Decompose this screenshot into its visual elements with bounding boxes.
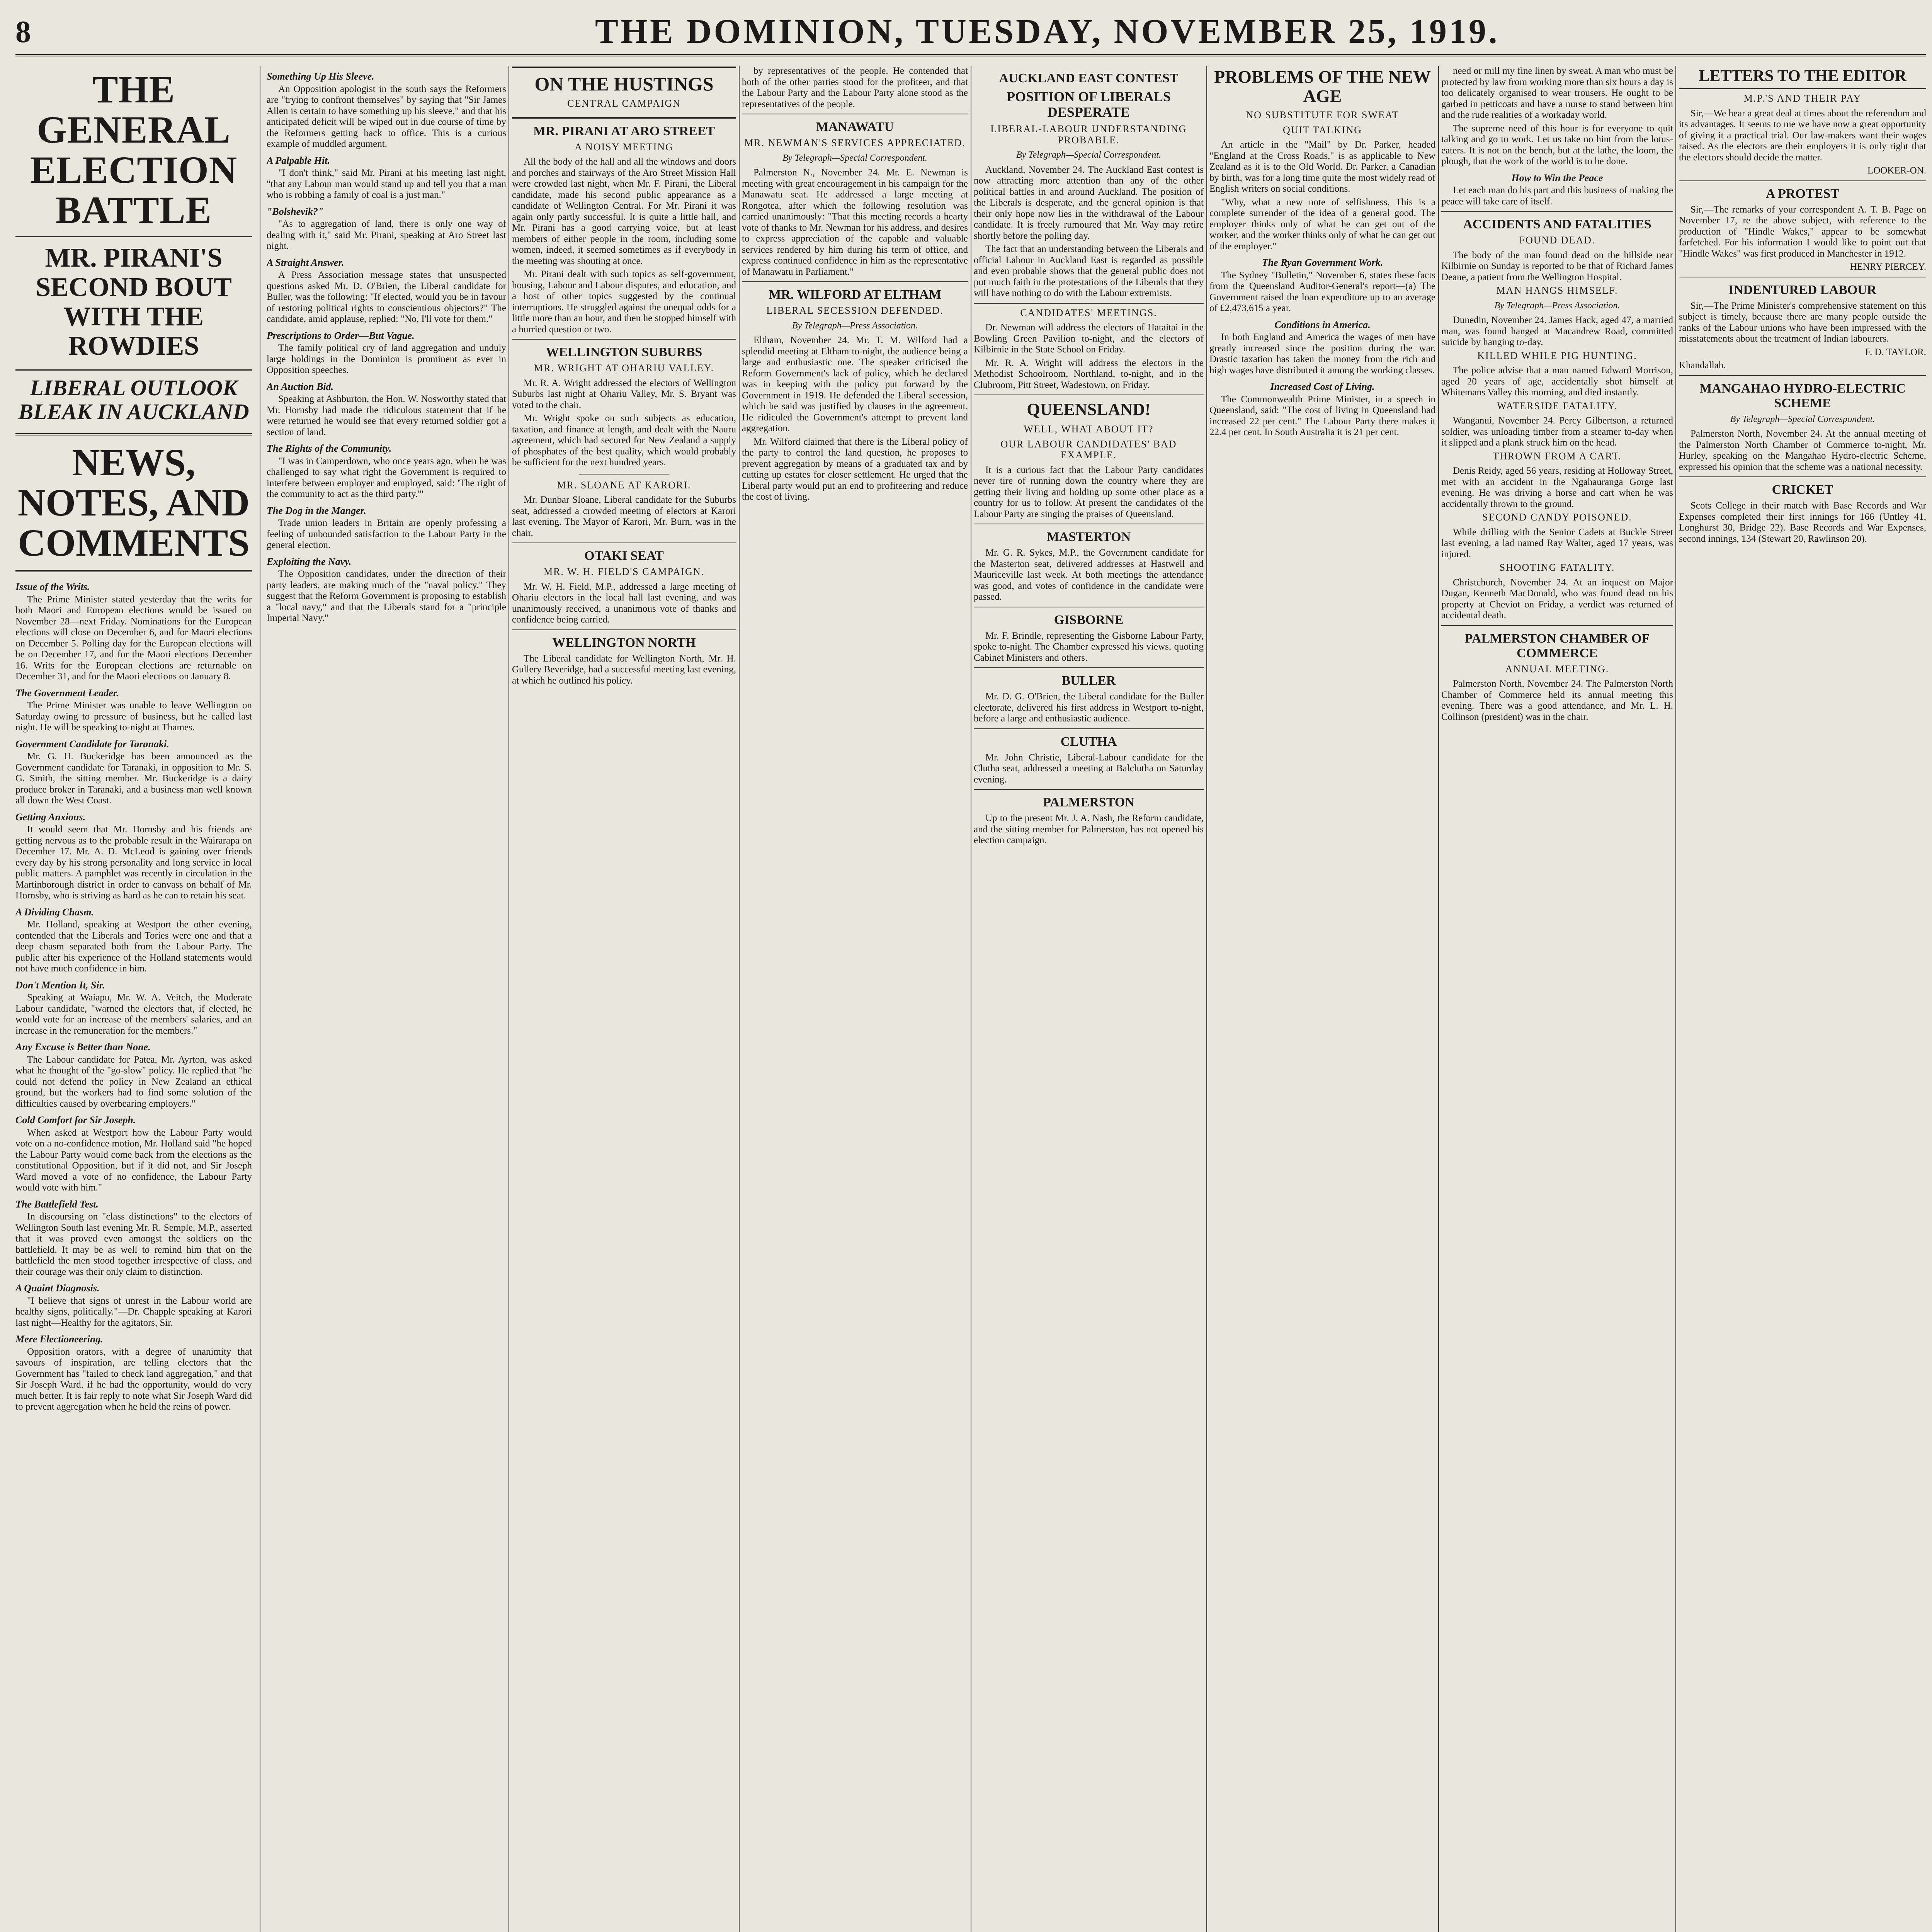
item-heading: The Dog in the Manger. <box>267 505 366 516</box>
article-headline: WELLINGTON SUBURBS <box>546 345 702 359</box>
article-headline: INDENTURED LABOUR <box>1728 282 1877 297</box>
article-subheadline: CANDIDATES' MEETINGS. <box>1020 307 1157 318</box>
paragraph: Palmerston North, November 24. The Palmerston North Chamber of Commerce held its annual meeting this evening. There was a good attendance, and Mr. L. H. Collinson (president) was in the chair. <box>1441 679 1673 722</box>
paragraph: Mr. W. H. Field, M.P., addressed a large meeting of Ohariu electors in the local hall last evening, and was unanimously received, a unanimous vote of thanks and confidence being carried. <box>512 581 736 625</box>
article-subheadline: QUIT TALKING <box>1282 124 1362 136</box>
item-text: In discoursing on "class distinctions" to the electors of Wellington South last evening Mr. R. Semple, M.P., asserted that it was proved even amongst the soldiers on the battlefield. It may be as well to remind him that on the battlefield the men stood together irrespective of class, and their courage was their only claim to distinction. <box>15 1211 252 1277</box>
item-heading: Any Excuse is Better than None. <box>15 1041 151 1053</box>
news-items <box>15 582 252 1413</box>
paragraph: The fact that an understanding between the Liberals and official Labour in Auckland East is regarded as possible and even probable shows that the general public does not put much faith in the protestations of the Liberals that they will have nothing to do with the Labour extremists. <box>974 244 1204 298</box>
paragraph: All the body of the hall and all the windows and doors and porches and stairways of the Aro Street Mission Hall were crowded last night, when Mr. F. Pirani, the Liberal candidate, made his second public appearance as a candidate of Wellington Central. For Mr. Pirani it was again only partly successful. It is quite a little hall, and Mr. Pirani has a good carrying voice, but at least members of either people in the room, including some women, indeed, it seemed sometimes as if everybody in the meeting was shouting at once. <box>512 156 736 266</box>
paragraph: Scots College in their match with Base Records and War Expenses completed their first innings for 166 (Untley 41, Longhurst 30, Bridge 22). Base Records and War Expenses, second innings, 134 (Stewart 20, Rawlinson 20). <box>1679 500 1926 544</box>
paragraph: Mr. Dunbar Sloane, Liberal candidate for the Suburbs seat, addressed a crowded meeting of electors at Karori last evening. The Mayor of Karori, Mr. Burn, was in the chair. <box>512 495 736 538</box>
article-subheadline: SHOOTING FATALITY. <box>1499 562 1615 573</box>
article-subheadline: MAN HANGS HIMSELF. <box>1496 285 1618 296</box>
item-heading: Prescriptions to Order—But Vague. <box>267 330 415 341</box>
article-subheadline: LIBERAL SECESSION DEFENDED. <box>766 305 944 316</box>
letter-signature: LOOKER-ON. <box>1867 165 1926 176</box>
news-items <box>267 71 506 624</box>
article-subheadline: NO SUBSTITUTE FOR SWEAT <box>1246 109 1399 121</box>
paragraph: An article in the "Mail" by Dr. Parker, headed "England at the Cross Roads," is as applicable to New Zealand as it is to the Old World. Dr. Parker, a Canadian by birth, was for a long time quite the most widely read of English writers on social conditions. <box>1209 139 1435 194</box>
divider <box>974 303 1204 304</box>
column-3 <box>512 66 736 1932</box>
subsection-heading: The Ryan Government Work. <box>1262 257 1383 268</box>
item-heading: Issue of the Writs. <box>15 581 90 592</box>
paragraph: Mr. John Christie, Liberal-Labour candidate for the Clutha seat, addressed a meeting at Balclutha on Saturday evening. <box>974 752 1204 785</box>
paragraph: The body of the man found dead on the hillside near Kilbirnie on Sunday is reported to be that of Richard James Deane, a patient from the Wellington Hospital. <box>1441 250 1673 282</box>
item-heading: Cold Comfort for Sir Joseph. <box>15 1114 136 1126</box>
article-headline: MANAWATU <box>816 120 894 134</box>
byline: By Telegraph—Press Association. <box>792 320 918 331</box>
item-text: The Labour candidate for Patea, Mr. Ayrton, was asked what he thought of the "go-slow" policy. He replied that "he could not defend the policy in New Zealand an ethical ground, but the workers had to find some solution of the difficulties caused by overbearing employers." <box>15 1054 252 1109</box>
section-banner <box>512 66 736 119</box>
paragraph: Mr. Wright spoke on such subjects as education, taxation, and finance at length, and dealt with the Nauru agreement, which had secured for New Zealand a supply of phosphates of the best quality, which would probably be sufficient for the next hundred years. <box>512 413 736 468</box>
article-subheadline: WATERSIDE FATALITY. <box>1497 400 1618 412</box>
article-headline: BULLER <box>1061 673 1116 688</box>
paragraph: It is a curious fact that the Labour Party candidates never tire of running down the country where they are getting their living and holding up some other place as a country for us to follow. At present the candidates of the Labour Party are singing the praises of Queensland. <box>974 464 1204 519</box>
column-5 <box>974 66 1204 1932</box>
article-headline: AUCKLAND EAST CONTEST <box>999 71 1179 85</box>
item-text: "As to aggregation of land, there is only one way of dealing with it," said Mr. Pirani, speaking at Aro Street last night. <box>267 219 506 251</box>
paragraph: The supreme need of this hour is for everyone to quit talking and go to work. Let us take no hint from the lotus-eaters. It is not on the bench, but at the lathe, the loom, the plough, that the work of the world is to be done. <box>1441 123 1673 167</box>
divider <box>974 728 1204 729</box>
sub-headline: MR. PIRANI'S SECOND BOUT WITH THE ROWDIES <box>15 236 252 361</box>
paragraph: Mr. F. Brindle, representing the Gisborne Labour Party, spoke to-night. The Chamber expressed his views, quoting Cabinet Ministers and others. <box>974 630 1204 663</box>
article-headline: MR. PIRANI AT ARO STREET <box>533 124 715 138</box>
paragraph: The Commonwealth Prime Minister, in a speech in Queensland, said: "The cost of living in Queensland had increased 22 per cent." The Labour Party there makes it 22.4 per cent. In South Australia it is 21 per cent. <box>1209 394 1435 437</box>
paragraph: The police advise that a man named Edward Morrison, aged 20 years of age, accidentally shot himself at Whitemans Valley this morning, and died instantly. <box>1441 365 1673 398</box>
article-headline: WELLINGTON NORTH <box>552 635 696 650</box>
item-text: Speaking at Waiapu, Mr. W. A. Veitch, the Moderate Labour candidate, "warned the electors that, if elected, he would vote for an increase of the members' salaries, and an increase in the remuneration for the members." <box>15 992 252 1036</box>
paragraph: Let each man do his part and this business of making the peace will take care of itself. <box>1441 185 1673 207</box>
article-headline: ACCIDENTS AND FATALITIES <box>1463 217 1651 231</box>
paragraph: need or mill my fine linen by sweat. A man who must be protected by law from working more than six hours a day is too delicately organised to wear trousers. He ought to be garbed in petticoats and have a nurse to stand between him and the rude realities of a workaday world. <box>1441 66 1673 120</box>
article-subheadline: ANNUAL MEETING. <box>1505 663 1609 675</box>
item-heading: Mere Electioneering. <box>15 1333 103 1345</box>
article-subheadline: MR. NEWMAN'S SERVICES APPRECIATED. <box>744 137 966 148</box>
page-number: 8 <box>15 15 31 49</box>
paragraph: Denis Reidy, aged 56 years, residing at Holloway Street, met with an accident in the Ngahauranga Gorge last evening. He was driving a horse and cart when he was accidentally thrown to the ground. <box>1441 466 1673 509</box>
article-subheadline: WELL, WHAT ABOUT IT? <box>1024 423 1154 435</box>
divider <box>512 339 736 340</box>
article-subheadline: SECOND CANDY POISONED. <box>1482 512 1632 523</box>
divider <box>1679 180 1926 181</box>
letter-signature: HENRY PIERCEY. <box>1850 262 1926 272</box>
item-text: The Prime Minister stated yesterday that the writs for both Maori and European elections would be issued on November 28—next Friday. Nominations for the European elections will close on December 6, and for Maori elections on December 5. Polling day for the European elections will be on December 17, and for the Maori elections December 16. Writs for the European elections are returnable on December 31, and for the Maori elections on January 8. <box>15 594 252 682</box>
paragraph: Eltham, November 24. Mr. T. M. Wilford had a splendid meeting at Eltham to-night, the audience being a large and enthusiastic one. The speaker criticised the Reform Government's lack of policy, which he declared was in keeping with the policy put forward by the Government in 1919. He defended the Liberal secession, which he said was justified by clauses in the agreement. He ridiculed the Government's attempt to prevent land aggregation. <box>742 335 968 434</box>
column-rule <box>739 66 740 1932</box>
column-6 <box>1209 66 1435 1932</box>
letter-text: Sir,—The Prime Minister's comprehensive statement on this subject is timely, because there are many people outside the ranks of the Labour unions who have been impressed with the misstatements about the treatment of Indian labourers. <box>1679 300 1926 344</box>
item-heading: "Bolshevik?" <box>267 206 324 217</box>
article-subheadline: A NOISY MEETING <box>575 141 673 153</box>
item-text: When asked at Westport how the Labour Party would vote on a no-confidence motion, Mr. Holland said "he hoped the Labour Party would come back from the elections as the constitutional Opposition, but if it did not, and Sir Joseph Ward moved a vote of no confidence, the Labour Party would vote with him." <box>15 1127 252 1193</box>
paragraph: Christchurch, November 24. At an inquest on Major Dugan, Kenneth MacDonald, who was found dead on his property at Cheviot on Friday, a verdict was returned of accidental death. <box>1441 577 1673 621</box>
item-heading: A Quaint Diagnosis. <box>15 1282 100 1294</box>
article-subheadline: MR. SLOANE AT KARORI. <box>557 479 691 491</box>
divider <box>1441 625 1673 626</box>
item-heading: Don't Mention It, Sir. <box>15 979 105 991</box>
divider <box>1679 476 1926 477</box>
article-subheadline: KILLED WHILE PIG HUNTING. <box>1477 350 1637 361</box>
subsection-heading: Conditions in America. <box>1274 319 1371 330</box>
column-7 <box>1441 66 1673 1932</box>
section-headline: LETTERS TO THE EDITOR <box>1679 67 1926 89</box>
section-headline: NEWS, NOTES, AND COMMENTS <box>15 433 252 572</box>
article-subheadline: OUR LABOUR CANDIDATES' BAD EXAMPLE. <box>1000 438 1177 461</box>
main-headline: THE GENERAL ELECTION BATTLE <box>30 68 237 231</box>
item-text: "I was in Camperdown, who once years ago, when he was challenged to say what right the Government is required to interfere between employer and employed, said: 'The right of the community to act as the third party.'" <box>267 456 506 499</box>
paragraph: In both England and America the wages of men have greatly increased since the position during the war. Drastic taxation has taken the money from the rich and high wages have distributed it among the working classes. <box>1209 332 1435 376</box>
article-subheadline: MR. W. H. FIELD'S CAMPAIGN. <box>543 566 705 577</box>
article-headline: MANGAHAO HYDRO-ELECTRIC SCHEME <box>1699 381 1906 410</box>
column-rule <box>1675 66 1676 1932</box>
item-text: Mr. Holland, speaking at Westport the other evening, contended that the Liberals and Tories were one and that a deep chasm separated both from the Labour Party. The public after his experience of the Holland statements would not have much confidence in him. <box>15 919 252 974</box>
divider <box>742 281 968 282</box>
letter-text: Sir,—We hear a great deal at times about the referendum and its advantages. It seems to me we have now a great opportunity of giving it a practical trial. Our law-makers want their wages raised. As the electors are their employers it is only right that the electors should decide the matter. <box>1679 108 1926 163</box>
divider <box>974 789 1204 790</box>
article-subheadline: LIBERAL-LABOUR UNDERSTANDING PROBABLE. <box>990 123 1187 146</box>
article-subheadline: FOUND DEAD. <box>1519 235 1595 246</box>
paragraph: Dr. Newman will address the electors of Hataitai in the Bowling Green Pavilion to-night, and the electors of Kilbirnie in the State School on Friday. <box>974 322 1204 355</box>
item-text: The Prime Minister was unable to leave Wellington on Saturday owing to pressure of business, but he called last night. He will be speaking to-night at Thames. <box>15 700 252 733</box>
item-text: An Opposition apologist in the south says the Reformers are "trying to confront themselves" by saying that "Sir James Allen is certain to have something up his sleeve," and that his anticipated deficit will be wiped out in due course of time by the Reformers getting back to office. This is a curious example of muddled argument. <box>267 83 506 149</box>
article-headline: MR. WILFORD AT ELTHAM <box>769 287 941 302</box>
paragraph: Mr. Wilford claimed that there is the Liberal policy of the party to control the land question, he proposes to prevent aggregation by means of a graduated tax and by cutting up estates for closer settlement. He urged that the Liberal party would put an end to profiteering and reduce the cost of living. <box>742 436 968 502</box>
paragraph: Mr. R. A. Wright addressed the electors of Wellington Suburbs last night at Ohariu Valley, Mr. S. Bryant was voted to the chair. <box>512 378 736 410</box>
paragraph: Auckland, November 24. The Auckland East contest is now attracting more attention than any of the other political battles in and around Auckland. The position of the Liberals is desperate, and the general opinion is that their only hope now lies in the withdrawal of the Labour candidate. It is freely rumoured that Mr. Way may retire shortly before the polling day. <box>974 164 1204 241</box>
item-text: Trade union leaders in Britain are openly professing a feeling of unbounded satisfaction to the Labour Party in the general election. <box>267 518 506 550</box>
article-subheadline: MR. WRIGHT AT OHARIU VALLEY. <box>534 362 714 374</box>
item-heading: Something Up His Sleeve. <box>267 71 374 82</box>
article-headline: CRICKET <box>1772 483 1833 497</box>
divider <box>1441 211 1673 212</box>
item-text: Speaking at Ashburton, the Hon. W. Nosworthy stated that Mr. Hornsby had made the ridiculous statement that if he were returned he would see that every returned soldier got a section of land. <box>267 394 506 437</box>
paragraph: Wanganui, November 24. Percy Gilbertson, a returned soldier, was unloading timber from a steamer to-day when it slipped and a plank struck him on the head. <box>1441 415 1673 448</box>
letter-signature: F. D. TAYLOR. <box>1865 347 1926 357</box>
column-rule <box>1438 66 1439 1932</box>
subsection-heading: Increased Cost of Living. <box>1270 381 1375 392</box>
paragraph: Mr. D. G. O'Brien, the Liberal candidate for the Buller electorate, delivered his first address in Westport to-night, before a large and enthusiastic audience. <box>974 691 1204 724</box>
paragraph: by representatives of the people. He contended that both of the other parties stood for the profiteer, and that the Labour Party and the Labour Party alone stood as the representatives of the people. <box>742 66 968 109</box>
article-headline: MASTERTON <box>1046 530 1131 544</box>
item-heading: An Auction Bid. <box>267 381 334 392</box>
banner-title: ON THE HUSTINGS <box>534 73 714 95</box>
item-heading: Getting Anxious. <box>15 811 86 823</box>
paragraph: "Why, what a new note of selfishness. This is a complete surrender of the idea of a general good. The employer thinks only of what he can get out of the worker, and the worker thinks only of what he can get out of the employer." <box>1209 197 1435 252</box>
item-text: Opposition orators, with a degree of unanimity that savours of inspiration, are telling electors that the Government has "failed to check land aggregation," and that Sir Joseph Ward, if he had the opportunity, would do very much better. It is fair reply to note what Sir Joseph Ward did to prevent aggregation when he held the reins of power. <box>15 1346 252 1412</box>
column-8 <box>1679 66 1926 1932</box>
article-headline: QUEENSLAND! <box>1027 400 1151 419</box>
article-subheadline: M.P.'S AND THEIR PAY <box>1743 93 1862 104</box>
letter-text: Sir,—The remarks of your correspondent A. T. B. Page on November 17, re the above subject, with reference to the production of "Hindle Wakes," appear to be somewhat farfetched. For his information I would like to point out that "Hindle Wakes" was first produced in Manchester in 1912. <box>1679 204 1926 259</box>
divider <box>512 629 736 630</box>
column-1 <box>15 66 252 1932</box>
byline: By Telegraph—Special Correspondent. <box>1730 414 1875 424</box>
article-subheadline: THROWN FROM A CART. <box>1493 450 1622 462</box>
item-text: It would seem that Mr. Hornsby and his friends are getting nervous as to the probable result in the Wairarapa on December 17. Mr. A. D. McLeod is gaining over friends every day by his strong personality and long service in local public matters. A pamphlet was recently in circulation in the Martinborough district in order to canvass on behalf of Mr. Hornsby, who is striving as hard as he can to retain his seat. <box>15 824 252 901</box>
item-heading: The Rights of the Community. <box>267 443 392 454</box>
item-text: "I don't think," said Mr. Pirani at his meeting last night, "that any Labour man would stand up and tell you that a man who is robbing a family of coal is a just man." <box>267 168 506 200</box>
item-heading: A Straight Answer. <box>267 257 344 268</box>
paragraph: The Liberal candidate for Wellington North, Mr. H. Gullery Beveridge, had a successful meeting last evening, at which he outlined his policy. <box>512 653 736 686</box>
byline: By Telegraph—Special Correspondent. <box>1016 150 1161 160</box>
article-subheadline: POSITION OF LIBERALS DESPERATE <box>1007 89 1171 120</box>
article-headline: PALMERSTON CHAMBER OF COMMERCE <box>1464 631 1650 660</box>
banner-subtitle: CENTRAL CAMPAIGN <box>567 98 681 109</box>
item-text: "I believe that signs of unrest in the Labour world are healthy signs, politically."—Dr. Chapple speaking at Karori last night—Healthy for the agitators, Sir. <box>15 1295 252 1328</box>
item-text: A Press Association message states that unsuspected questions asked Mr. D. O'Brien, the Liberal candidate for Buller, was the following: "If elected, would you be in favour of restoring political rights to conscientious objectors?" The candidate, amid applause, replied: "No, I'll vote for them." <box>267 270 506 324</box>
column-rule <box>1206 66 1207 1932</box>
masthead <box>15 8 1926 56</box>
item-text: Mr. G. H. Buckeridge has been announced as the Government candidate for Taranaki, in opposition to Mr. S. G. Smith, the sitting member. Mr. Buckeridge is a dairy produce broker in Taranaki, and a business man well known all down the West Coast. <box>15 751 252 806</box>
article-headline: GISBORNE <box>1054 612 1124 627</box>
paragraph: Mr. G. R. Sykes, M.P., the Government candidate for the Masterton seat, delivered addresses at Hastwell and Mauriceville last week. At both meetings the attendance was good, and votes of confidence in the candidate were passed. <box>974 548 1204 602</box>
sub-headline-italic: LIBERAL OUTLOOK BLEAK IN AUCKLAND <box>15 369 252 424</box>
article-headline: CLUTHA <box>1060 734 1117 749</box>
item-heading: Government Candidate for Taranaki. <box>15 738 169 750</box>
paragraph: Up to the present Mr. J. A. Nash, the Reform candidate, and the sitting member for Palmerston, has not opened his election campaign. <box>974 813 1204 845</box>
item-heading: A Palpable Hit. <box>267 155 330 166</box>
byline: By Telegraph—Special Correspondent. <box>782 153 927 163</box>
item-heading: Exploiting the Navy. <box>267 556 352 567</box>
column-2 <box>267 66 506 1932</box>
paragraph: Palmerston N., November 24. Mr. E. Newman is meeting with great encouragement in his campaign for the Manawatu seat. He addressed a large meeting at Rongotea, after which the following resolution was carried unanimously: "That this meeting records a hearty vote of thanks to Mr. Newman for his address, and desires to express appreciation of the capable and valuable services rendered by him during his term of office, and express continued confidence in him as the representative of Manawatu in Parliament." <box>742 167 968 277</box>
item-heading: The Government Leader. <box>15 687 119 699</box>
item-heading: A Dividing Chasm. <box>15 906 94 918</box>
article-headline: PALMERSTON <box>1043 795 1134 810</box>
article-headline: A PROTEST <box>1766 186 1839 201</box>
item-text: The family political cry of land aggregation and unduly large holdings in the Dominion is prominent as ever in Opposition speeches. <box>267 343 506 375</box>
paragraph: Palmerston North, November 24. At the annual meeting of the Palmerston North Chamber of Commerce to-night, Mr. Hurley, speaking on the Mangahao Hydro-electric Scheme, expressed his opinion that the scheme was a national necessity. <box>1679 429 1926 472</box>
item-text: The Opposition candidates, under the direction of their party leaders, are making much of the "naval policy." They suggest that the Reform Government is proposing to establish a "local navy," and that the Liberals stand for a "principle Imperial Navy." <box>267 569 506 623</box>
letter-place: Khandallah. <box>1679 360 1726 371</box>
divider <box>1679 375 1926 376</box>
article-headline: PROBLEMS OF THE NEW AGE <box>1214 67 1431 106</box>
byline: By Telegraph—Press Association. <box>1494 300 1620 311</box>
article-headline: OTAKI SEAT <box>584 549 664 563</box>
masthead-title: THE DOMINION, TUESDAY, NOVEMBER 25, 1919. <box>595 12 1500 51</box>
column-4 <box>742 66 968 1932</box>
paragraph: While drilling with the Senior Cadets at Buckle Street last evening, a lad named Ray Walter, aged 17 years, was injured. <box>1441 527 1673 560</box>
paragraph: The Sydney "Bulletin," November 6, states these facts from the Queensland Auditor-General's report—(a) The Government raised the loan expenditure up to an average of £2,473,615 a year. <box>1209 270 1435 313</box>
item-heading: The Battlefield Test. <box>15 1198 99 1210</box>
paragraph: Dunedin, November 24. James Hack, aged 47, a married man, was found hanged at Macandrew Road, committed suicide by hanging to-day. <box>1441 315 1673 347</box>
paragraph: Mr. R. A. Wright will address the electors in the Methodist Schoolroom, Northland, to-night, and in the Clubroom, Pitt Street, Wadestown, on Friday. <box>974 357 1204 390</box>
divider <box>974 667 1204 668</box>
paragraph: Mr. Pirani dealt with such topics as self-government, housing, Labour and Labour disputes, and education, and a host of other topics suggested by the continual interruptions. He struggled against the unequal odds for a little more than an hour, and then he stopped himself with a hurried question or two. <box>512 269 736 335</box>
subsection-heading: How to Win the Peace <box>1511 172 1603 184</box>
